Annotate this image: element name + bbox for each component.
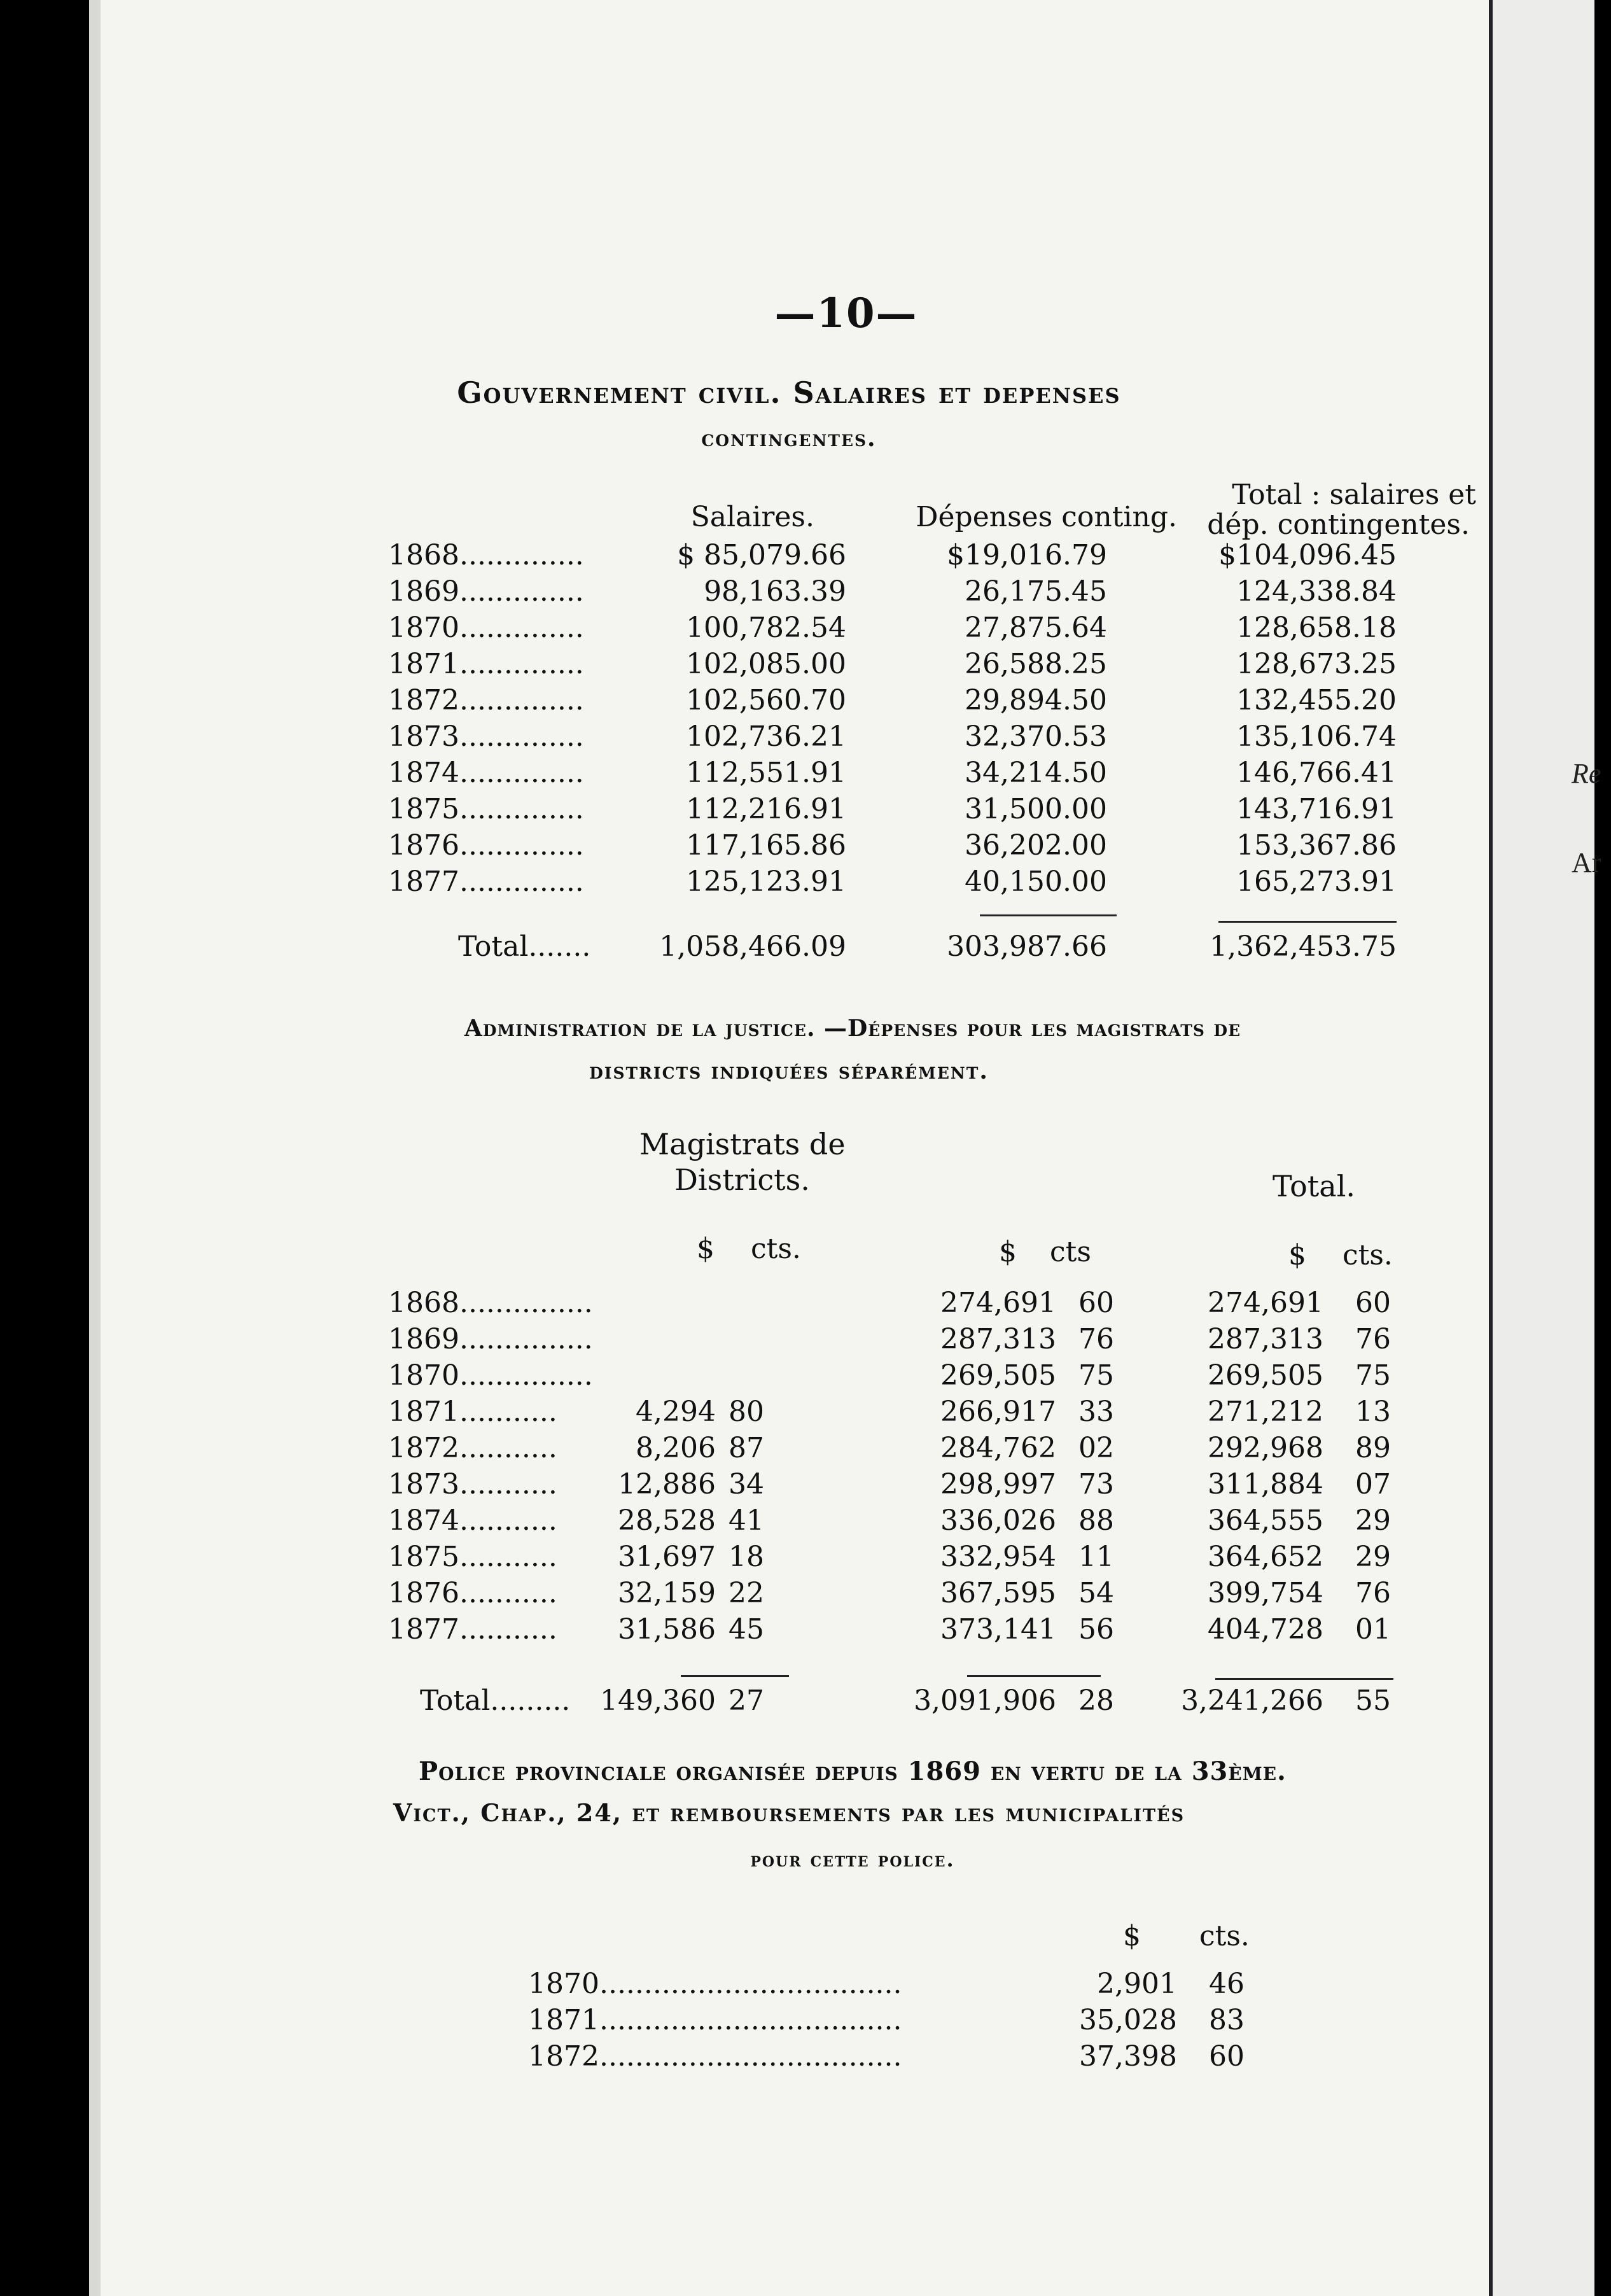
section2-tot-cts: 07 <box>1355 1468 1391 1501</box>
section1-year: 1876.............. <box>388 829 584 862</box>
page-content <box>89 0 1489 2296</box>
section1-year: 1873.............. <box>388 720 584 753</box>
section3-dollars: 37,398 <box>1079 2040 1177 2073</box>
section1-total: 165,273.91 <box>1236 865 1397 898</box>
section2-mid-dollars: 373,141 <box>940 1613 1056 1646</box>
unit-dollar-mid: $ <box>999 1236 1017 1268</box>
col-header-depenses: Dépenses conting. <box>916 501 1177 533</box>
section2-mid-cts: 88 <box>1078 1504 1114 1537</box>
col-header-salaires: Salaires. <box>690 501 814 533</box>
section2-mag-dollars: 28,528 <box>618 1504 716 1537</box>
section1-total: 146,766.41 <box>1236 757 1397 789</box>
section2-total-mag-cts: 27 <box>729 1684 764 1717</box>
section2-total-mid-dollars: 3,091,906 <box>914 1684 1056 1717</box>
section1-total: 132,455.20 <box>1236 684 1397 717</box>
section3-year: 1870.................................. <box>528 1968 902 2000</box>
section2-tot-cts: 01 <box>1355 1613 1391 1646</box>
section2-mid-dollars: 266,917 <box>940 1396 1056 1428</box>
section1-total-label: Total....... <box>458 930 591 963</box>
unit-dollar-tot: $ <box>1288 1239 1306 1271</box>
section2-total-label: Total......... <box>420 1684 571 1717</box>
section1-salaires: 98,163.39 <box>704 575 846 608</box>
section3-year: 1872.................................. <box>528 2040 902 2073</box>
section3-title-line3: pour cette police. <box>750 1847 955 1872</box>
section2-tot-dollars: 274,691 <box>1208 1287 1323 1319</box>
section1-depenses: 27,875.64 <box>965 612 1107 644</box>
section2-total-mid-cts: 28 <box>1078 1684 1114 1717</box>
section2-total-mag-dollars: 149,360 <box>600 1684 716 1717</box>
section2-tot-cts: 75 <box>1355 1359 1391 1392</box>
section2-mid-cts: 54 <box>1078 1577 1114 1609</box>
section1-depenses: 36,202.00 <box>965 829 1107 862</box>
section3-year: 1871.................................. <box>528 2004 902 2036</box>
section2-mag-cts: 41 <box>729 1504 764 1537</box>
section2-year: 1875........... <box>388 1541 557 1573</box>
section2-mid-dollars: 287,313 <box>940 1323 1056 1355</box>
section2-tot-cts: 60 <box>1355 1287 1391 1319</box>
section2-mag-cts: 87 <box>729 1432 764 1464</box>
section1-total: 128,658.18 <box>1236 612 1397 644</box>
section1-year: 1875.............. <box>388 793 584 825</box>
section2-mag-cts: 80 <box>729 1396 764 1428</box>
section2-tot-cts: 29 <box>1355 1504 1391 1537</box>
section2-year: 1873........... <box>388 1468 557 1501</box>
section2-tot-cts: 13 <box>1355 1396 1391 1428</box>
section2-tot-dollars: 311,884 <box>1208 1468 1323 1501</box>
section3-dollars: 2,901 <box>1097 1968 1177 2000</box>
section2-mid-cts: 56 <box>1078 1613 1114 1646</box>
section2-tot-cts: 29 <box>1355 1541 1391 1573</box>
section2-tot-dollars: 269,505 <box>1208 1359 1323 1392</box>
section2-tot-cts: 89 <box>1355 1432 1391 1464</box>
section2-mid-cts: 33 <box>1078 1396 1114 1428</box>
section2-mid-cts: 11 <box>1078 1541 1114 1573</box>
section1-total: 124,338.84 <box>1236 575 1397 608</box>
section1-salaires: 102,560.70 <box>686 684 846 717</box>
section1-depenses: 26,175.45 <box>965 575 1107 608</box>
unit-cts-mag: cts. <box>751 1233 801 1265</box>
section2-mid-dollars: 269,505 <box>940 1359 1056 1392</box>
section1-total-salaires: 1,058,466.09 <box>659 930 846 963</box>
unit-cts-police: cts. <box>1199 1920 1250 1952</box>
section2-tot-dollars: 364,652 <box>1208 1541 1323 1573</box>
section2-mag-cts: 34 <box>729 1468 764 1501</box>
edge-letter-2: Ar <box>1572 847 1601 878</box>
section2-mid-cts: 75 <box>1078 1359 1114 1392</box>
section1-salaires: 112,551.91 <box>686 757 846 789</box>
section3-cts: 60 <box>1209 2040 1245 2073</box>
section2-tot-dollars: 292,968 <box>1208 1432 1323 1464</box>
section2-year: 1868............... <box>388 1287 593 1319</box>
edge-letter-1: Re <box>1572 758 1601 789</box>
unit-dollar-police: $ <box>1123 1920 1141 1952</box>
section2-year: 1870............... <box>388 1359 593 1392</box>
section1-total-rule-mid <box>980 914 1117 916</box>
section1-year: 1870.............. <box>388 612 584 644</box>
section1-salaires: 100,782.54 <box>686 612 846 644</box>
page-number: —10— <box>774 290 918 337</box>
section1-total: 135,106.74 <box>1236 720 1397 753</box>
section2-total-tot-cts: 55 <box>1355 1684 1391 1717</box>
section1-year: 1868.............. <box>388 539 584 571</box>
section2-mag-cts: 45 <box>729 1613 764 1646</box>
section2-tot-dollars: 404,728 <box>1208 1613 1323 1646</box>
section2-total-rule-mid <box>967 1675 1101 1677</box>
section2-mid-cts: 76 <box>1078 1323 1114 1355</box>
section2-mid-cts: 73 <box>1078 1468 1114 1501</box>
section2-mid-cts: 60 <box>1078 1287 1114 1319</box>
section2-mag-dollars: 4,294 <box>636 1396 716 1428</box>
section2-year: 1876........... <box>388 1577 557 1609</box>
col-header-districts: Districts. <box>674 1163 810 1197</box>
section1-depenses: 40,150.00 <box>965 865 1107 898</box>
section2-year: 1872........... <box>388 1432 557 1464</box>
unit-dollar-mag: $ <box>697 1233 715 1265</box>
section2-mag-dollars: 12,886 <box>618 1468 716 1501</box>
section1-depenses: 29,894.50 <box>965 684 1107 717</box>
section2-tot-dollars: 364,555 <box>1208 1504 1323 1537</box>
section2-mid-dollars: 336,026 <box>940 1504 1056 1537</box>
section3-cts: 46 <box>1209 1968 1245 2000</box>
section3-title: Police provinciale organisée depuis 1869 en vertu de la 33ème. <box>419 1756 1287 1786</box>
section2-mag-dollars: 31,697 <box>618 1541 716 1573</box>
section2-mag-cts: 18 <box>729 1541 764 1573</box>
section1-total-rule-right <box>1218 921 1397 923</box>
col-header-total-line2: dép. contingentes. <box>1207 508 1470 541</box>
section2-year: 1869............... <box>388 1323 593 1355</box>
section1-title: Gouvernement civil. Salaires et depenses <box>457 375 1121 410</box>
section1-depenses: 26,588.25 <box>965 648 1107 680</box>
section2-tot-cts: 76 <box>1355 1323 1391 1355</box>
section3-cts: 83 <box>1209 2004 1245 2036</box>
unit-cts-tot: cts. <box>1342 1239 1393 1271</box>
section2-mag-dollars: 8,206 <box>636 1432 716 1464</box>
section2-mid-dollars: 298,997 <box>940 1468 1056 1501</box>
section2-mag-dollars: 32,159 <box>618 1577 716 1609</box>
col-header-total-line1: Total : salaires et <box>1232 479 1476 511</box>
section1-total: 153,367.86 <box>1236 829 1397 862</box>
section1-total-depenses: 303,987.66 <box>947 930 1107 963</box>
section2-mag-dollars: 31,586 <box>618 1613 716 1646</box>
section1-year: 1871.............. <box>388 648 584 680</box>
section1-depenses: 31,500.00 <box>965 793 1107 825</box>
section2-total-rule-mag <box>681 1675 789 1677</box>
section2-year: 1871........... <box>388 1396 557 1428</box>
col-header-magistrats: Magistrats de <box>639 1127 846 1161</box>
section1-salaires: 117,165.86 <box>686 829 846 862</box>
section1-total: 143,716.91 <box>1236 793 1397 825</box>
section2-mid-dollars: 367,595 <box>940 1577 1056 1609</box>
section1-salaires: 102,085.00 <box>686 648 846 680</box>
col-header-total: Total. <box>1273 1169 1356 1203</box>
section1-total-total: 1,362,453.75 <box>1210 930 1397 963</box>
section1-year: 1869.............. <box>388 575 584 608</box>
adjacent-page-edge <box>1489 0 1594 2296</box>
section1-salaires: 102,736.21 <box>686 720 846 753</box>
document-page <box>89 0 1489 2296</box>
section1-depenses: 34,214.50 <box>965 757 1107 789</box>
section1-salaires: $ 85,079.66 <box>677 539 846 571</box>
unit-cts-mid: cts <box>1050 1236 1091 1268</box>
section1-total: 128,673.25 <box>1236 648 1397 680</box>
section2-total-tot-dollars: 3,241,266 <box>1181 1684 1323 1717</box>
section2-title-line2: districts indiquées séparément. <box>589 1058 989 1084</box>
section2-tot-dollars: 287,313 <box>1208 1323 1323 1355</box>
section2-mid-dollars: 332,954 <box>940 1541 1056 1573</box>
section1-title-line2: contingentes. <box>701 425 877 452</box>
section2-mid-cts: 02 <box>1078 1432 1114 1464</box>
section1-salaires: 125,123.91 <box>686 865 846 898</box>
section2-year: 1874........... <box>388 1504 557 1537</box>
section1-salaires: 112,216.91 <box>686 793 846 825</box>
section3-title-line2: Vict., Chap., 24, et remboursements par les municipalités <box>393 1798 1185 1827</box>
section1-total: $104,096.45 <box>1218 539 1397 571</box>
section1-depenses: $19,016.79 <box>947 539 1107 571</box>
section2-tot-dollars: 399,754 <box>1208 1577 1323 1609</box>
section2-mag-cts: 22 <box>729 1577 764 1609</box>
section1-year: 1874.............. <box>388 757 584 789</box>
section1-year: 1872.............. <box>388 684 584 717</box>
section2-year: 1877........... <box>388 1613 557 1646</box>
section2-tot-dollars: 271,212 <box>1208 1396 1323 1428</box>
section2-mid-dollars: 284,762 <box>940 1432 1056 1464</box>
section2-tot-cts: 76 <box>1355 1577 1391 1609</box>
section2-title: Administration de la justice. —Dépenses pour les magistrats de <box>464 1015 1241 1042</box>
section1-year: 1877.............. <box>388 865 584 898</box>
section2-total-rule-tot <box>1215 1678 1393 1680</box>
section2-mid-dollars: 274,691 <box>940 1287 1056 1319</box>
section1-depenses: 32,370.53 <box>965 720 1107 753</box>
section3-dollars: 35,028 <box>1079 2004 1177 2036</box>
